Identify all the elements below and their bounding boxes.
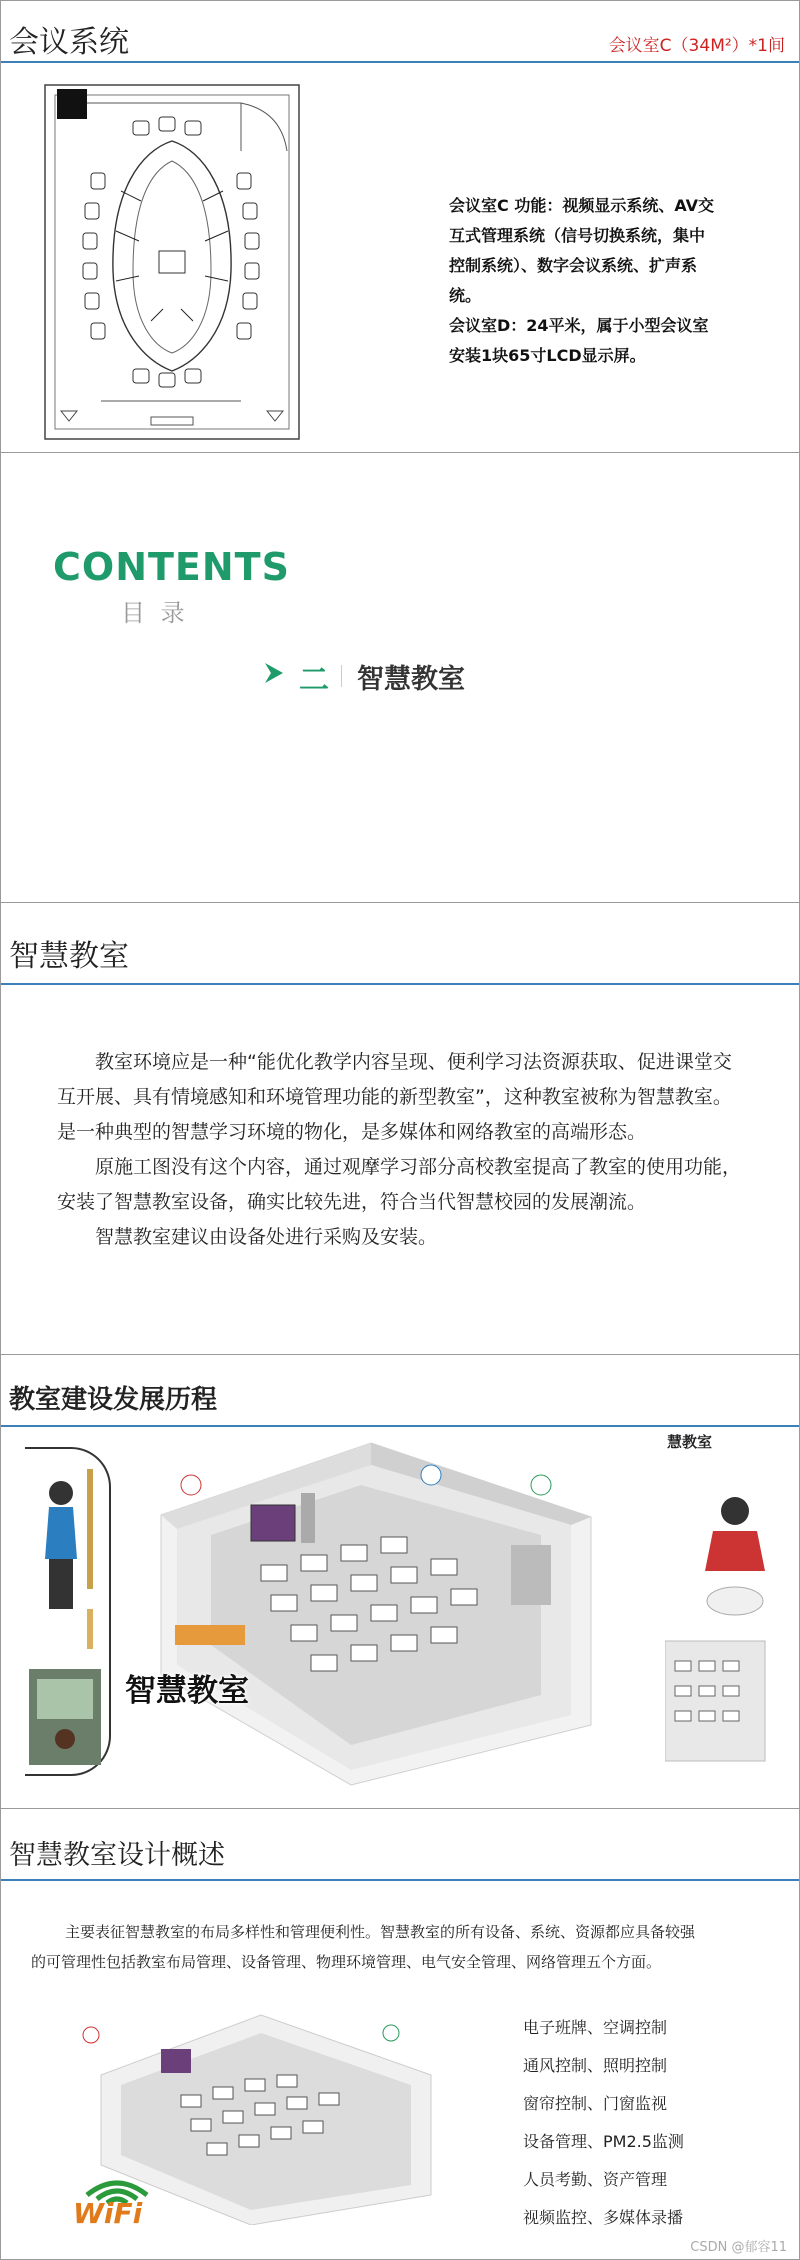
meeting-room-description [449, 191, 749, 371]
slide-smart-classroom [0, 902, 800, 1356]
slide-header [1, 1809, 799, 1881]
paragraph: 教室环境应是一种“能优化教学内容呈现、便利学习法资源获取、促进课堂交互开展、具有情境感知和环境管理功能的新型教室”，这种教室被称为智慧教室。是一种典型的智慧学习环境的物化，是多媒体和网络教室的高端形态。 [57, 1051, 732, 1143]
intro-line: 主要表征智慧教室的布局多样性和管理便利性。智慧教室的所有设备、系统、资源都应具备较强 [65, 1923, 696, 1941]
item-number: 二 [299, 663, 329, 698]
slide-title: 智慧教室设计概述 [9, 1840, 225, 1871]
room-tag: 会议室C（34M²）*1间 [608, 36, 785, 56]
slide-header [1, 1355, 799, 1427]
item-title: 智慧教室 [357, 664, 465, 695]
desc-line: 会议室D：24平米，属于小型会议室 [449, 316, 709, 335]
intro-text [57, 1045, 747, 1255]
watermark: CSDN @郁容11 [690, 2240, 787, 2255]
slide-development-history [0, 1354, 800, 1810]
slide-title: 教室建设发展历程 [9, 1385, 218, 1415]
desc-line: 会议室C 功能：视频显示系统、AV交 [449, 196, 714, 215]
smart-classroom-render [121, 1425, 661, 1795]
desc-line: 控制系统）、数字会议系统、扩声系 [449, 256, 698, 275]
overlay-caption: 智慧教室 [125, 1673, 249, 1709]
feature-item: 人员考勤、资产管理 [523, 2170, 668, 2189]
wifi-logo [71, 2171, 151, 2231]
wifi-label: WiFi [73, 2197, 143, 2230]
teacher-illustration [25, 1449, 109, 1774]
intro-line: 的可管理性包括教室布局管理、设备管理、物理环境管理、电气安全管理、网络管理五个方面。 [31, 1953, 662, 1971]
left-panel [25, 1447, 111, 1776]
slide-title: 会议系统 [9, 25, 129, 60]
slide-header [1, 903, 799, 985]
desc-line: 互式管理系统（信号切换系统，集中 [449, 226, 706, 245]
slide-header [1, 1, 799, 63]
feature-item: 视频监控、多媒体录播 [523, 2208, 684, 2227]
feature-item: 通风控制、照明控制 [523, 2056, 668, 2075]
right-panel [665, 1431, 799, 1781]
chevron-right-icon [263, 661, 285, 685]
right-panel-label: 慧教室 [667, 1433, 713, 1451]
slide-contents [0, 452, 800, 904]
overview-intro [31, 1917, 781, 1977]
divider [341, 665, 342, 687]
slide-title: 智慧教室 [9, 939, 129, 974]
feature-item: 窗帘控制、门窗监视 [523, 2094, 668, 2113]
contents-heading: CONTENTS [53, 545, 290, 589]
meeting-room-floor-plan [41, 81, 303, 443]
desc-line: 统。 [449, 286, 482, 305]
paragraph: 原施工图没有这个内容，通过观摩学习部分高校教室提高了教室的使用功能，安装了智慧教室设备，确实比较先进，符合当代智慧校园的发展潮流。 [57, 1156, 742, 1213]
desc-line: 安装1块65寸LCD显示屏。 [449, 346, 646, 365]
feature-list [523, 2009, 773, 2237]
slide-meeting-system [0, 0, 800, 454]
slide-design-overview [0, 1808, 800, 2260]
feature-item: 电子班牌、空调控制 [523, 2018, 668, 2037]
feature-item: 设备管理、PM2.5监测 [523, 2132, 684, 2151]
mulu-subtitle: 目 录 [121, 599, 189, 627]
paragraph: 智慧教室建议由设备处进行采购及安装。 [95, 1226, 438, 1248]
